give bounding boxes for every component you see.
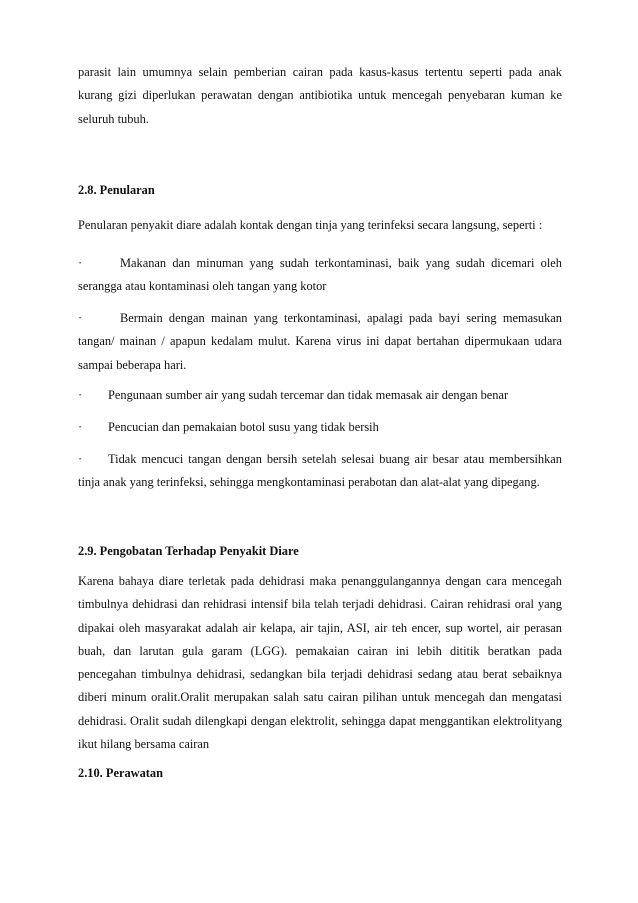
penularan-intro-paragraph: Penularan penyakit diare adalah kontak dengan tinja yang terinfeksi secara langsung, seperti : — [78, 218, 543, 232]
document-page — [78, 0, 562, 903]
heading-penularan: 2.8. Penularan — [78, 183, 155, 197]
bullet-item-3 — [78, 384, 562, 407]
bullet-text: Pengunaan sumber air yang sudah tercemar dan tidak memasak air dengan benar — [108, 388, 509, 402]
bullet-marker: · — [78, 452, 83, 466]
pengobatan-paragraph: Karena bahaya diare terletak pada dehidrasi maka penanggulangannya dengan cara mencegah timbulnya dehidrasi dan rehidrasi intensif bila telah terjadi dehidrasi. Cairan rehidrasi oral yang dipakai oleh masyarakat adalah air kelapa, air tajin, ASI, air teh encer, sup wortel, air perasan buah, dan larutan gula garam (LGG). pemakaian cairan ini lebih dititik beratkan pada pencegahan timbulnya dehidrasi, sedangkan bila terjadi dehidrasi sedang atau berat sebaiknya diberi minum oralit.Oralit merupakan salah satu cairan pilihan untuk mencegah dan mengatasi dehidrasi. Oralit sudah dilengkapi dengan elektrolit, sehingga dapat menggantikan elektrolityang ikut hilang bersama cairan — [78, 574, 562, 752]
bullet-item-1 — [78, 252, 562, 299]
bullet-text: Bermain dengan mainan yang terkontaminasi, apalagi pada bayi sering memasukan tangan/ mainan / apapun kedalam mulut. Karena virus ini dapat bertahan dipermukaan udara sampai beberapa hari. — [78, 311, 562, 372]
bullet-text: Tidak mencuci tangan dengan bersih setelah selesai buang air besar atau membersihkan tinja anak yang terinfeksi, sehingga mengkontaminasi perabotan dan alat-alat yang dipegang. — [78, 452, 562, 490]
heading-perawatan: 2.10. Perawatan — [78, 766, 163, 780]
heading-pengobatan: 2.9. Pengobatan Terhadap Penyakit Diare — [78, 544, 299, 558]
bullet-text: Makanan dan minuman yang sudah terkontaminasi, baik yang sudah dicemari oleh serangga atau kontaminasi oleh tangan yang kotor — [78, 256, 562, 294]
bullet-text: Pencucian dan pemakaian botol susu yang tidak bersih — [108, 420, 379, 434]
bullet-item-4 — [78, 416, 562, 439]
bullet-marker: · — [78, 388, 83, 402]
bullet-marker: · — [78, 420, 83, 434]
bullet-marker: · — [78, 256, 83, 270]
bullet-item-2 — [78, 307, 562, 377]
intro-paragraph: parasit lain umumnya selain pemberian cairan pada kasus-kasus tertentu seperti pada anak kurang gizi diperlukan perawatan dengan antibiotika untuk mencegah penyebaran kuman ke seluruh tubuh. — [78, 65, 562, 126]
bullet-item-5 — [78, 448, 562, 495]
bullet-marker: · — [78, 311, 83, 325]
